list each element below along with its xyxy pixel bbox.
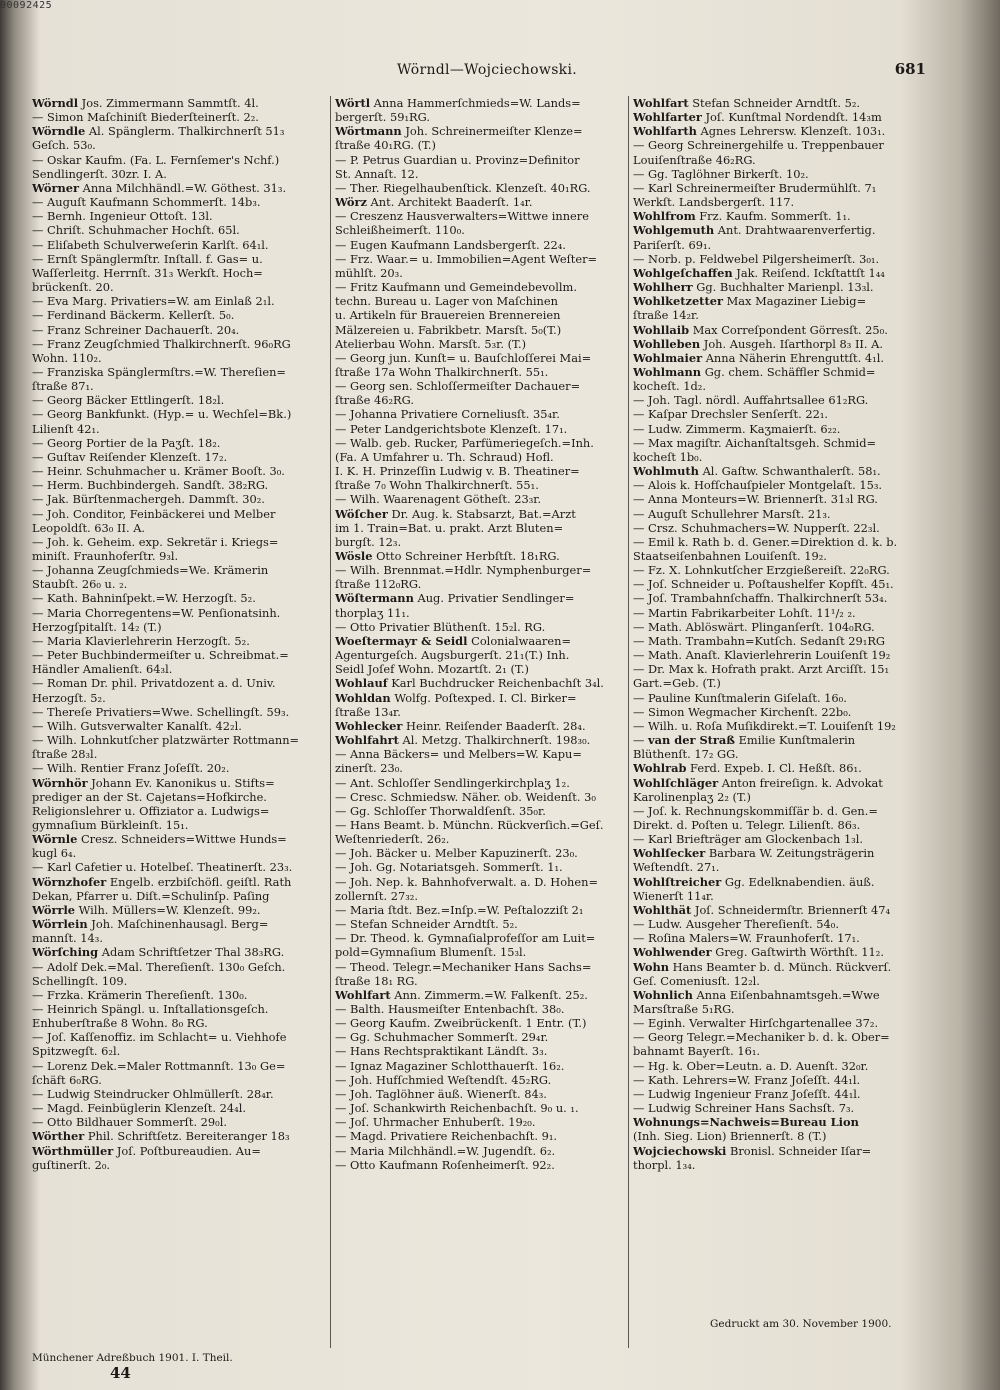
directory-entry: — Georg Kaufm. Zweibrückenſt. 1 Entr. (T.) (335, 1016, 587, 1031)
directory-entry: Wöſtermann Aug. Privatier Sendlinger= (335, 591, 575, 606)
directory-entry: — Gg. Taglöhner Birkerſt. 10₂. (633, 166, 809, 181)
directory-entry: — Oskar Kaufm. (Fa. L. Fernſemer's Nchf.) (32, 152, 280, 167)
directory-entry: Wörner Anna Milchhändl.=W. Göthest. 31₃. (32, 180, 287, 195)
directory-entry: — Hans Rechtspraktikant Ländſt. 3₃. (335, 1044, 548, 1059)
directory-entry: Wohn Hans Beamter b. d. Münch. Rückverſ. (633, 959, 892, 974)
directory-entry: — Franz Schreiner Dachauerſt. 20₄. (32, 322, 240, 337)
directory-entry: bahnamt Bayerſt. 16₁. (633, 1044, 761, 1059)
directory-entry: — Ludwig Schreiner Hans Sachsſt. 7₃. (633, 1101, 855, 1116)
directory-entry: Wohlfrom Frz. Kaufm. Sommerſt. 1₁. (633, 209, 851, 224)
directory-entry: — Karl Cafetier u. Hotelbeſ. Theatinerſt. 23₃. (32, 860, 293, 875)
directory-entry: bergerſt. 59₁RG. (335, 110, 430, 125)
directory-entry: — Franz Zeugſchmied Thalkirchnerſt. 96₀RG (32, 336, 291, 351)
directory-entry: — Gg. Schuhmacher Sommerſt. 29₄r. (335, 1030, 549, 1045)
directory-entry: Weſtenriederſt. 26₂. (335, 832, 450, 847)
directory-entry: — Maria Chorregentens=W. Penſionatsinh. (32, 605, 281, 620)
entry-headword: Wohldan (335, 690, 391, 705)
directory-entry: — Georg jun. Kunſt= u. Bauſchloſſerei Mai= (335, 350, 592, 365)
directory-entry: Wohlgemuth Ant. Drahtwaarenverfertig. (633, 223, 876, 238)
entry-headword: Wörther (32, 1129, 85, 1144)
entry-headword: Wohlthät (633, 902, 692, 917)
directory-entry: Wohlfarter Joſ. Kunſtmal Nordendſt. 14₃m (633, 110, 882, 125)
directory-entry: — Eliſabeth Schulverweſerin Karlſt. 64₁l. (32, 237, 269, 252)
directory-entry: ſtraße 18₁ RG. (335, 973, 418, 988)
directory-entry: — Joſ. k. Rechnungskommiſſär b. d. Gen.= (633, 803, 878, 818)
directory-entry: — Ant. Schloſſer Sendlingerkirchplaʒ 1₂. (335, 775, 570, 790)
directory-entry: Wörtl Anna Hammerſchmieds=W. Lands= (335, 96, 581, 110)
scan-id: 00092425 (0, 0, 53, 11)
directory-entry: — Emil k. Rath b. d. Gener.=Direktion d. k. b. (633, 534, 898, 549)
directory-entry: mühlſt. 20₃. (335, 265, 403, 280)
directory-entry: kugl 6₄. (32, 846, 77, 861)
directory-entry: Wörndl Jos. Zimmermann Sammtſt. 4l. (32, 96, 259, 110)
directory-entry: Wohlwender Greg. Gaſtwirth Wörthſt. 11₂. (633, 945, 884, 960)
directory-entry: — Joſ. Kaſſenoffiz. im Schlacht= u. Viehhofe (32, 1030, 287, 1045)
directory-entry: Wohlſecker Barbara W. Zeitungsträgerin (633, 846, 875, 861)
entry-headword: Wörner (32, 180, 79, 195)
directory-entry: — Martin Fabrikarbeiter Lohſt. 11¹/₂ ₂. (633, 605, 856, 620)
directory-entry: — Balth. Hausmeiſter Entenbachſt. 38₀. (335, 1002, 565, 1016)
directory-entry: St. Annaſt. 12. (335, 166, 419, 181)
directory-entry: Pariſerſt. 69₁. (633, 237, 712, 252)
directory-entry: Wörnle Cresz. Schneiders=Wittwe Hunds= (32, 832, 287, 847)
directory-entry: Leopoldſt. 63₀ II. A. (32, 520, 146, 535)
directory-entry: Religionslehrer u. Offiziator a. Ludwigs= (32, 803, 270, 818)
directory-entry: Wohlſchläger Anton freireſign. k. Advokat (633, 775, 883, 790)
directory-entry: — Wilh. Rentier Franz Joſeſſt. 20₂. (32, 761, 230, 776)
directory-entry: Staatseiſenbahnen Louiſenſt. 19₂. (633, 549, 827, 563)
entry-headword: Wohlmaier (633, 350, 703, 365)
directory-entry: — Anna Bäckers= und Melbers=W. Kapu= (335, 747, 582, 762)
directory-entry: — Joh. Gg. Notariatsgeh. Sommerſt. 1₁. (335, 860, 563, 875)
page-number: 681 (894, 60, 926, 78)
directory-entry: — Joh. k. Geheim. exp. Sekretär i. Kriegs= (32, 534, 279, 549)
directory-entry: — Stefan Schneider Arndtſt. 5₂. (335, 917, 518, 932)
directory-entry: — Bernh. Ingenieur Ottoſt. 13l. (32, 209, 213, 224)
directory-entry: — Alois k. Hofſchauſpieler Montgelaſt. 15₃. (633, 478, 883, 493)
entry-headword: Wösle (335, 549, 373, 563)
entry-headword: Wohlgemuth (633, 223, 715, 238)
directory-entry: — Georg Schreinergehilfe u. Treppenbauer (633, 138, 884, 153)
entry-headword: Wojciechowski (633, 1143, 727, 1158)
directory-entry: — Georg Portier de la Paʒſt. 18₂. (32, 435, 221, 450)
directory-entry: — Wilh. Gutsverwalter Kanalſt. 42₂l. (32, 718, 242, 733)
directory-entry: — Otto Kaufmann Roſenheimerſt. 92₂. (335, 1157, 555, 1172)
directory-entry: — Crsz. Schuhmachers=W. Nupperſt. 22₃l. (633, 520, 880, 535)
directory-entry: Mälzereien u. Fabrikbetr. Marsſt. 5₀(T.) (335, 322, 562, 337)
directory-entry: ſtraße 40₁RG. (T.) (335, 138, 437, 153)
entry-headword: Wohllaib (633, 322, 690, 337)
entry-headword: Wörtmann (335, 124, 402, 139)
directory-entry: u. Artikeln für Brauereien Brennereien (335, 308, 561, 323)
entry-headword: Wohlfrom (633, 209, 696, 224)
directory-entry: Wohnlich Anna Eiſenbahnamtsgeh.=Wwe (633, 987, 880, 1002)
directory-entry: Louiſenſtraße 46₂RG. (633, 152, 756, 167)
directory-entry: Sendlingerſt. 30zr. I. A. (32, 166, 167, 181)
directory-entry: ſtraße 112₀RG. (335, 577, 422, 592)
entry-headword: Wohnlich (633, 987, 693, 1002)
directory-entry: — Gg. Schloſſer Thorwaldſenſt. 35₀r. (335, 803, 546, 818)
directory-entry: Blüthenſt. 17₂ GG. (633, 747, 739, 762)
directory-entry: pold=Gymnaſium Blumenſt. 15₃l. (335, 945, 527, 960)
directory-entry: — Ferdinand Bäckerm. Kellerſt. 5₀. (32, 308, 235, 323)
directory-entry: — Magd. Feinbüglerin Klenzeſt. 24₄l. (32, 1101, 246, 1116)
directory-entry: Wohlrab Ferd. Expeb. I. Cl. Heßſt. 86₁. (633, 761, 862, 776)
directory-entry: — Norb. p. Feldwebel Pilgersheimerſt. 3₀₁. (633, 251, 880, 266)
entry-columns (24, 96, 950, 1348)
directory-entry: — Fz. X. Lohnkutſcher Erzgießereiſt. 22₀RG. (633, 563, 890, 578)
entry-headword: Wohlgeſchaffen (633, 265, 733, 280)
entry-headword: Wohn (633, 959, 670, 974)
directory-entry: (Fa. A Umfahrer u. Th. Schraud) Hofl. (335, 449, 554, 464)
entry-headword: Wohlmann (633, 364, 702, 379)
directory-entry: — Johanna Zeugſchmieds=We. Krämerin (32, 563, 269, 578)
directory-entry: — Wilh. u. Roſa Muſikdirekt.=T. Louiſenſt 19₂ (633, 718, 896, 733)
directory-entry: — Jak. Bürſtenmachergeh. Dammſt. 30₂. (32, 492, 265, 507)
directory-entry: Dekan, Pfarrer u. Diſt.=Schulinſp. Paſing (32, 888, 270, 903)
directory-entry: — Auguſt Schullehrer Marsſt. 21₃. (633, 506, 831, 521)
directory-entry: Gart.=Geb. (T.) (633, 676, 721, 691)
directory-entry: gymnaſium Bürkleinſt. 15₁. (32, 817, 189, 832)
directory-entry: — Guſtav Reiſender Klenzeſt. 17₂. (32, 449, 228, 464)
directory-entry: Wohlſtreicher Gg. Edelknabendien. äuß. (633, 874, 875, 889)
directory-entry: I. K. H. Prinzeſſin Ludwig v. B. Theatiner= (335, 464, 580, 479)
directory-entry: — Peter Buchbindermeiſter u. Schreibmat.= (32, 648, 289, 663)
directory-entry: Wohllaib Max Correſpondent Görresſt. 25₀. (633, 322, 888, 337)
directory-entry: — Ther. Riegelhaubenſtick. Klenzeſt. 40₁RG. (335, 180, 591, 195)
directory-entry: — Kaſpar Drechsler Senſerſt. 22₁. (633, 407, 829, 422)
entry-headword: Wohlmuth (633, 464, 699, 479)
directory-entry: Woeſtermayr & Seidl Colonialwaaren= (335, 633, 571, 648)
directory-entry: Wörtmann Joh. Schreinermeiſter Klenze= (335, 124, 583, 139)
directory-entry: — Wilh. Waarenagent Götheſt. 23₃r. (335, 492, 542, 507)
directory-entry: Seidl Joſef Wohn. Mozartſt. 2₁ (T.) (335, 662, 529, 677)
directory-entry: Wohlherr Gg. Buchhalter Marienpl. 13₃l. (633, 280, 874, 295)
directory-entry: — Maria Milchhändl.=W. Jugendſt. 6₂. (335, 1143, 556, 1158)
directory-entry: Wohlleben Joh. Ausgeh. Iſarthorpl 8₃ II. A. (633, 336, 884, 351)
footer-title: Münchener Adreßbuch 1901. I. Theil. (32, 1352, 233, 1364)
directory-entry: — Joh. Taglöhner äuß. Wienerſt. 84₃. (335, 1086, 547, 1101)
directory-entry: — P. Petrus Guardian u. Provinz=Definitor (335, 152, 580, 167)
entry-headword: Wörtl (335, 96, 371, 110)
entry-headword: Wörrlein (32, 917, 88, 932)
entry-headword: Wörnhör (32, 775, 88, 790)
directory-entry: — Max magiſtr. Aichanſtaltsgeh. Schmid= (633, 435, 877, 450)
directory-entry: — Dr. Theod. k. Gymnaſialprofeſſor am Luit= (335, 931, 596, 946)
entry-headword: Wörrle (32, 902, 76, 917)
directory-entry: burgſt. 12₃. (335, 534, 402, 549)
print-note: Gedruckt am 30. November 1900. (710, 1318, 892, 1330)
directory-entry: Schleißheimerſt. 110₀. (335, 223, 465, 238)
directory-entry: — Joh. Hufſchmied Weſtendſt. 45₂RG. (335, 1072, 552, 1087)
directory-entry: — Walb. geb. Rucker, Parfümeriegeſch.=Inh. (335, 435, 594, 450)
directory-entry: — Joh. Conditor, Feinbäckerei und Melber (32, 506, 276, 521)
directory-entry: — Heinr. Schuhmacher u. Krämer Booſt. 3₀. (32, 464, 285, 479)
directory-entry: — Heinrich Spängl. u. Inſtallationsgeſch. (32, 1002, 269, 1016)
directory-entry: Wörrle Wilh. Müllers=W. Klenzeſt. 99₂. (32, 902, 261, 917)
directory-entry: ſtraße 46₂RG. (335, 393, 414, 408)
directory-entry: — Georg Bäcker Ettlingerſt. 18₂l. (32, 393, 225, 408)
entry-headword: Wohlſchläger (633, 775, 719, 790)
directory-entry: ſtraße 87₁. (32, 379, 94, 394)
directory-entry: — Karl Briefträger am Glockenbach 1₃l. (633, 832, 864, 847)
directory-entry: Wohlmaier Anna Näherin Ehrenguttſt. 4₁l. (633, 350, 884, 365)
directory-entry: Spitzwegſt. 6₂l. (32, 1044, 121, 1059)
directory-entry: zollernſt. 27₃₂. (335, 888, 418, 903)
directory-entry: guſtinerſt. 2₀. (32, 1157, 111, 1172)
directory-entry: prediger an der St. Cajetans=Hofkirche. (32, 789, 267, 804)
directory-entry: Wörthmüller Joſ. Poſtbureaudien. Au= (32, 1143, 261, 1158)
entry-headword: Wöſcher (335, 506, 388, 521)
directory-entry: — Roman Dr. phil. Privatdozent a. d. Univ. (32, 676, 276, 691)
directory-entry: — Georg sen. Schloſſermeiſter Dachauer= (335, 379, 581, 394)
directory-entry: — Kath. Bahninſpekt.=W. Herzogſt. 5₂. (32, 591, 256, 606)
directory-entry: Geſ. Comeniusſt. 12₂l. (633, 973, 760, 988)
directory-entry: — Eva Marg. Privatiers=W. am Einlaß 2₁l. (32, 294, 275, 309)
directory-entry: — Maria Klavierlehrerin Herzogſt. 5₂. (32, 633, 250, 648)
directory-entry: — Roſina Malers=W. Fraunhoferſt. 17₁. (633, 931, 860, 946)
directory-entry: Schellingſt. 109. (32, 973, 128, 988)
directory-entry: mannſt. 14₃. (32, 931, 103, 946)
directory-entry: — Ignaz Magaziner Schlotthauerſt. 16₂. (335, 1058, 565, 1073)
directory-entry: Wösle Otto Schreiner Herbſtſt. 18₁RG. (335, 549, 560, 563)
directory-entry: — Simon Maſchiniſt Biederſteinerſt. 2₂. (32, 110, 259, 125)
entry-headword: Woeſtermayr & Seidl (335, 633, 468, 648)
directory-entry: ſtraße 7₀ Wohn Thalkirchnerſt. 55₁. (335, 478, 539, 493)
directory-entry: ſtraße 17a Wohn Thalkirchnerſt. 55₁. (335, 364, 549, 379)
directory-entry: — Ernſt Spänglermſtr. Inſtall. f. Gas= u. (32, 251, 263, 266)
directory-entry: Staubſt. 26₀ u. ₂. (32, 577, 128, 592)
directory-entry: — Dr. Max k. Hofrath prakt. Arzt Arciſſt. 15₁ (633, 662, 890, 677)
directory-entry: Wohlauf Karl Buchdrucker Reichenbachſt 3₄l. (335, 676, 604, 691)
entry-headword: Wohlſtreicher (633, 874, 722, 889)
entry-headword: Wohlherr (633, 280, 693, 295)
directory-entry: — Peter Landgerichtsbote Klenzeſt. 17₁. (335, 421, 568, 436)
directory-entry: — Joſ. Schneider u. Poſtaushelfer Kopfſt. 45₁. (633, 577, 894, 592)
directory-entry: Händler Amalienſt. 64₃l. (32, 662, 173, 677)
column-2 (330, 96, 631, 1348)
directory-entry: Enhuberſtraße 8 Wohn. 8₀ RG. (32, 1016, 208, 1031)
directory-entry: — Simon Wegmacher Kirchenſt. 22b₀. (633, 704, 852, 719)
entry-headword: Wohlfart (633, 96, 689, 110)
directory-entry: — Pauline Kunſtmalerin Giſelaſt. 16₀. (633, 690, 847, 705)
directory-entry: — Georg Telegr.=Mechaniker b. d. k. Ober= (633, 1030, 890, 1045)
directory-entry: — Wilh. Lohnkutſcher platzwärter Rottmann= (32, 733, 300, 748)
directory-entry: thorplaʒ 11₁. (335, 605, 410, 620)
directory-entry: — Joſ. Trambahnſchaffn. Thalkirchnerſt 53₄. (633, 591, 888, 606)
entry-headword: Wohlfart (335, 987, 391, 1002)
directory-entry: — Adolf Dek.=Mal. Thereſienſt. 130₀ Geſch. (32, 959, 286, 974)
directory-entry: — Thereſe Privatiers=Wwe. Schellingſt. 59₃. (32, 704, 290, 719)
directory-entry: — Johanna Privatiere Corneliusſt. 35₄r. (335, 407, 560, 422)
entry-headword: Wohlauf (335, 676, 388, 691)
directory-entry: Wörnzhofer Engelb. erzbiſchöfl. geiſtl. Rath (32, 874, 292, 889)
entry-headword: Wohlecker (335, 718, 403, 733)
directory-entry: zinerſt. 23₀. (335, 761, 403, 776)
directory-entry: — Fritz Kaufmann und Gemeindebevollm. (335, 280, 577, 295)
directory-entry: Waſſerleitg. Herrnſt. 31₃ Werkſt. Hoch= (32, 265, 263, 280)
directory-entry: Wörndle Al. Spänglerm. Thalkirchnerſt 51₃ (32, 124, 285, 139)
entry-headword: Wörnzhofer (32, 874, 107, 889)
directory-entry: kocheſt. 1d₂. (633, 379, 706, 394)
entry-headword: Wörthmüller (32, 1143, 114, 1158)
column-3 (628, 96, 931, 1348)
directory-entry: Wörſching Adam Schriftſetzer Thal 38₃RG. (32, 945, 285, 960)
directory-entry: — Cresc. Schmiedsw. Näher. ob. Weidenſt. 3₀ (335, 789, 596, 804)
page-footer (24, 1318, 950, 1382)
entry-headword: Wörnle (32, 832, 78, 847)
directory-entry: Wörnhör Johann Ev. Kanonikus u. Stifts= (32, 775, 275, 790)
directory-entry: — Wilh. Brennmat.=Hdlr. Nymphenburger= (335, 563, 592, 578)
directory-entry: Atelierbau Wohn. Marsſt. 5₃r. (T.) (335, 336, 527, 351)
directory-entry: techn. Bureau u. Lager von Maſchinen (335, 294, 558, 309)
directory-entry: — Joſ. Schankwirth Reichenbachſt. 9₀ u. ₁. (335, 1101, 579, 1116)
directory-entry: Wohlgeſchaffen Jak. Reiſend. Ickſtattſt 1₄₄ (633, 265, 885, 280)
directory-entry: — Lorenz Dek.=Maler Rottmannſt. 13₀ Ge= (32, 1058, 286, 1073)
entry-headword: Wohlleben (633, 336, 701, 351)
entry-headword: Wohlfahrt (335, 733, 399, 748)
directory-entry: — Frz. Waar.= u. Immobilien=Agent Weſter= (335, 251, 598, 266)
directory-entry: — Eugen Kaufmann Landsbergerſt. 22₄. (335, 237, 566, 252)
entry-headword: Wörndle (32, 124, 86, 139)
directory-entry: thorpl. 1₃₄. (633, 1157, 696, 1172)
directory-entry: Wohlecker Heinr. Reiſender Baaderſt. 28₄. (335, 718, 586, 733)
directory-entry: ſtraße 28₃l. (32, 747, 98, 762)
entry-headword: Wörz (335, 195, 367, 210)
entry-headword: Wöſtermann (335, 591, 414, 606)
directory-entry: Lilienſt 42₁. (32, 421, 100, 436)
directory-entry: miniſt. Fraunhoferſtr. 9₃l. (32, 549, 179, 563)
directory-entry: Wohn. 110₂. (32, 350, 102, 365)
directory-entry: Wörz Ant. Architekt Baaderſt. 1₄r. (335, 195, 533, 210)
running-head: Wörndl—Wojciechowski. (397, 62, 577, 78)
directory-entry (633, 1115, 931, 1129)
directory-entry: — Franziska Spänglermſtrs.=W. Thereſien= (32, 364, 286, 379)
directory-entry: Wöſcher Dr. Aug. k. Stabsarzt, Bat.=Arzt (335, 506, 576, 521)
entry-headword: van der Straß (648, 733, 735, 748)
column-1 (32, 96, 332, 1348)
directory-entry: — Joh. Nep. k. Bahnhofverwalt. a. D. Hohen= (335, 874, 599, 889)
directory-entry: brückenſt. 20. (32, 280, 114, 295)
directory-entry: Wohlmann Gg. chem. Schäffler Schmid= (633, 364, 876, 379)
directory-entry: — Eginh. Verwalter Hirſchgartenallee 37₂. (633, 1016, 879, 1031)
directory-entry: — Kath. Lehrers=W. Franz Joſeſſt. 44₁l. (633, 1072, 861, 1087)
directory-entry: — Math. Anaſt. Klavierlehrerin Louiſenſt 19₂ (633, 648, 891, 663)
directory-entry: Wörther Phil. Schriftſetz. Bereiteranger 18₃ (32, 1129, 290, 1144)
directory-entry: ſtraße 13₄r. (335, 704, 401, 719)
sheet-number: 44 (110, 1364, 131, 1382)
directory-entry: Wohlmuth Al. Gaſtw. Schwanthalerſt. 58₁. (633, 464, 881, 479)
directory-entry: Geſch. 53₀. (32, 138, 96, 153)
entry-headword: Wohlſecker (633, 846, 706, 861)
directory-entry: — Auguſt Kaufmann Schommerſt. 14b₃. (32, 195, 261, 210)
directory-entry: — Creszenz Hausverwalters=Wittwe innere (335, 209, 589, 224)
entry-headword: Wörndl (32, 96, 79, 110)
directory-entry: — Joh. Bäcker u. Melber Kapuzinerſt. 23₀. (335, 846, 578, 861)
directory-entry: — Joh. Tagl. nördl. Auffahrtsallee 61₂RG. (633, 393, 869, 408)
directory-entry: — Math. Ablöswärt. Plinganſerſt. 104₀RG. (633, 619, 875, 634)
directory-entry: — Maria ſtdt. Bez.=Inſp.=W. Peſtalozziſt 2₁ (335, 902, 584, 917)
directory-entry: Werkſt. Landsbergerſt. 117. (633, 195, 795, 210)
directory-entry: Direkt. d. Poſten u. Telegr. Lilienſt. 86₃. (633, 817, 861, 832)
directory-entry: Wohlfart Stefan Schneider Arndtſt. 5₂. (633, 96, 861, 110)
directory-entry: Wienerſt 11₄r. (633, 888, 714, 903)
directory-entry: — Karl Schreinermeiſter Brudermühlſt. 7₁ (633, 180, 877, 195)
directory-entry: — Math. Trambahn=Kutſch. Sedanſt 29₁RG (633, 633, 886, 648)
directory-entry: — Herm. Buchbindergeh. Sandſt. 38₂RG. (32, 478, 269, 493)
directory-entry: — Hg. k. Ober=Leutn. a. D. Auenſt. 32₀r. (633, 1058, 869, 1073)
directory-entry: ſtraße 14₂r. (633, 308, 699, 323)
directory-entry: Wörrlein Joh. Maſchinenhausagl. Berg= (32, 917, 269, 932)
directory-page (24, 56, 950, 1382)
directory-entry: Wohldan Wolfg. Poſtexped. I. Cl. Birker= (335, 690, 577, 705)
directory-entry: kocheſt 1b₀. (633, 449, 703, 464)
directory-entry: Marsſtraße 5₁RG. (633, 1002, 735, 1016)
directory-entry: Weſtendſt. 27₁. (633, 860, 720, 875)
directory-entry: Wohlthät Joſ. Schneidermſtr. Briennerſt 47₄ (633, 902, 891, 917)
entry-headword: Wörſching (32, 945, 99, 960)
directory-entry: — Chriſt. Schuhmacher Hochſt. 65l. (32, 223, 240, 238)
directory-entry: — Otto Bildhauer Sommerſt. 29₀l. (32, 1115, 228, 1130)
entry-headword: Wohlrab (633, 761, 687, 776)
directory-entry: — Georg Bankfunkt. (Hyp.= u. Wechſel=Bk.) (32, 407, 292, 422)
directory-entry: Wohlfarth Agnes Lehrersw. Klenzeſt. 103₁. (633, 124, 886, 139)
directory-entry: Herzogſt. 5₂. (32, 690, 106, 705)
directory-entry: — Joſ. Uhrmacher Enhuberſt. 19₂₀. (335, 1115, 536, 1130)
directory-entry: — Ludwig Steindrucker Ohlmüllerſt. 28₄r. (32, 1086, 274, 1101)
page-header (24, 56, 950, 98)
entry-headword: Wohlfarth (633, 124, 697, 139)
directory-entry: Herzogſpitalſt. 14₂ (T.) (32, 619, 162, 634)
directory-entry: — Anna Monteurs=W. Briennerſt. 31₃l RG. (633, 492, 878, 507)
directory-entry: — Hans Beamt. b. Münchn. Rückverſich.=Geſ. (335, 817, 604, 832)
entry-headword: Wohnungs=Nachweis=Bureau Lion (633, 1115, 859, 1130)
directory-entry: (Inh. Sieg. Lion) Briennerſt. 8 (T.) (633, 1129, 827, 1144)
directory-entry: Wohlketzetter Max Magaziner Liebig= (633, 294, 867, 309)
directory-entry: ſchäft 6₀RG. (32, 1072, 102, 1087)
directory-entry: — Ludw. Ausgeher Thereſienſt. 54₀. (633, 917, 839, 932)
directory-entry: — Frzka. Krämerin Thereſienſt. 130₀. (32, 987, 248, 1002)
entry-headword: Wohlfarter (633, 110, 702, 125)
directory-entry: Agenturgeſch. Augsburgerſt. 21₁(T.) Inh. (335, 648, 570, 663)
directory-entry: Wohlfart Ann. Zimmerm.=W. Falkenſt. 25₂. (335, 987, 588, 1002)
entry-headword: Wohlwender (633, 945, 712, 960)
directory-entry: — Ludw. Zimmerm. Kaʒmaierſt. 6₂₂. (633, 421, 841, 436)
directory-entry: — Theod. Telegr.=Mechaniker Hans Sachs= (335, 959, 592, 974)
entry-headword: Wohlketzetter (633, 294, 723, 309)
directory-entry: Wojciechowski Bronisl. Schneider Iſar= (633, 1143, 872, 1158)
directory-entry: im 1. Train=Bat. u. prakt. Arzt Bluten= (335, 520, 564, 535)
directory-entry: Karolinenplaʒ 2₂ (T.) (633, 789, 751, 804)
directory-entry: — Ludwig Ingenieur Franz Joſeſſt. 44₁l. (633, 1086, 861, 1101)
directory-entry: — Magd. Privatiere Reichenbachſt. 9₁. (335, 1129, 558, 1144)
directory-entry: — Otto Privatier Blüthenſt. 15₂l. RG. (335, 619, 546, 634)
directory-entry: Wohlfahrt Al. Metzg. Thalkirchnerſt. 198₃₀. (335, 733, 591, 748)
directory-entry: — van der Straß Emilie Kunſtmalerin (633, 733, 856, 748)
